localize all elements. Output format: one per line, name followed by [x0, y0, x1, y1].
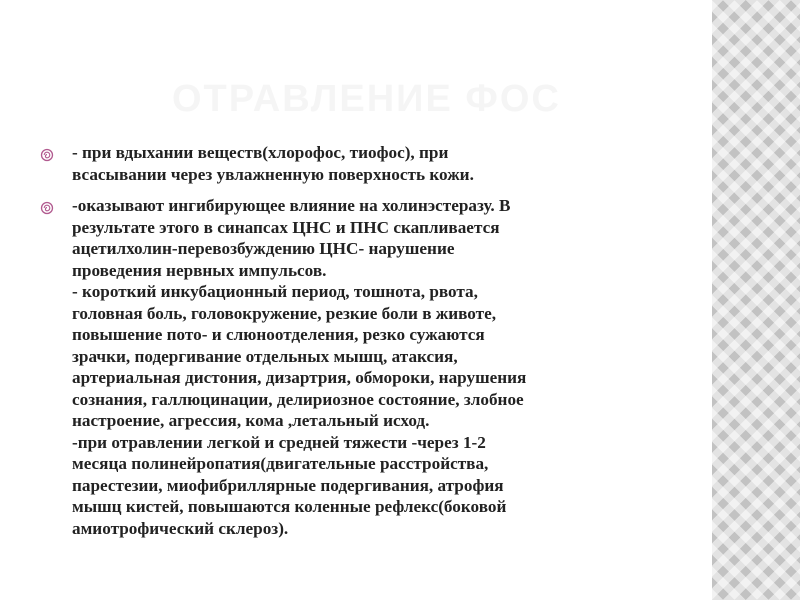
spiral-bullet-icon [40, 148, 54, 162]
bullet-text: - при вдыхании веществ(хлорофос, тиофос), при всасывании через увлажненную поверхность кожи. [72, 143, 474, 184]
bullet-item [40, 142, 670, 185]
bullet-text: -оказывают ингибирующее влияние на холинэстеразу. В результате этого в синапсах ЦНС и ПНС скапливается ацетилхолин-перевозбуждению ЦНС- нарушение проведения нервных импульсов. - короткий инкубационный период, тошнота, рвота, головная боль, головокружение, резкие боли в животе, повышение пото- и слюноотделения, резко сужаются зрачки, подергивание отдельных мышц, атаксия, артериальная дистония, дизартрия, обмороки, нарушения сознания, галлюцинации, делириозное состояние, злобное настроение, агрессия, кома ,летальный исход. -при отравлении легкой и средней тяжести -через 1-2 месяца полинейропатия(двигательные расстройства, парестезии, миофибриллярные подергивания, атрофия мышц кистей, повышаются коленные рефлекс(боковой амиотрофический склероз). [72, 196, 527, 538]
slide-content [40, 142, 670, 549]
spiral-bullet-icon [40, 201, 54, 215]
decorative-side-stripe [712, 0, 800, 600]
slide-title: ОТРАВЛЕНИЕ ФОС [172, 78, 561, 120]
bullet-item [40, 195, 670, 539]
